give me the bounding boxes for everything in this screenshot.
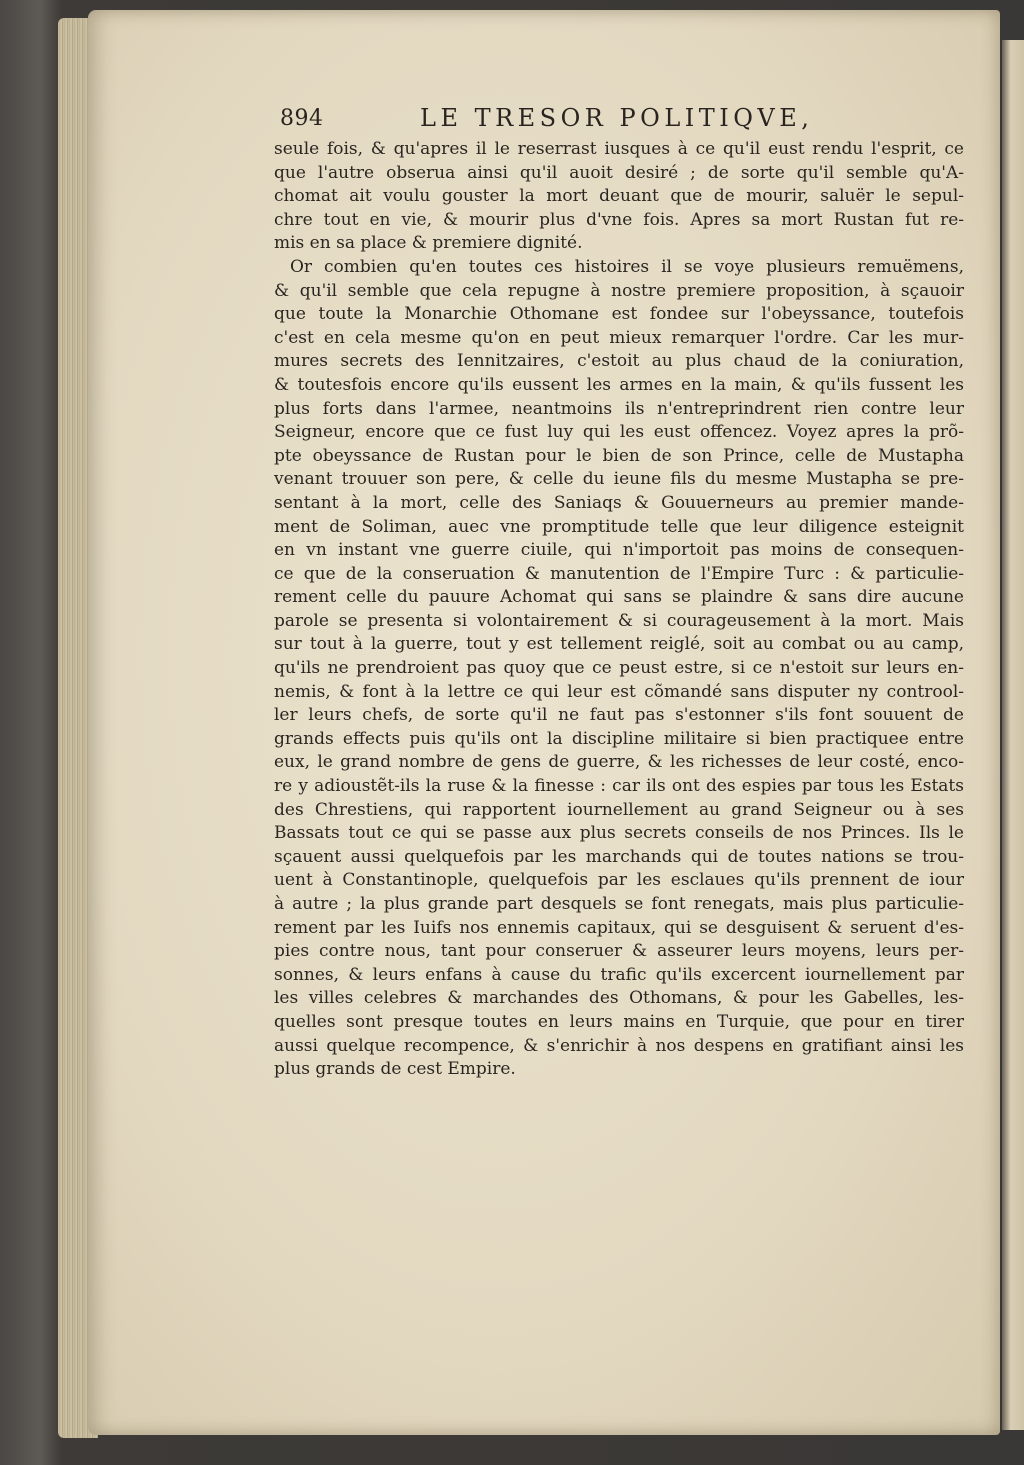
text-line: ment de Soliman, auec vne promptitude telle que leur diligence esteignit (274, 516, 964, 537)
running-title: LE TRESOR POLITIQVE, (420, 104, 814, 132)
text-line: nemis, & font à la lettre ce qui leur est cõmandé sans disputer ny controol- (274, 681, 964, 702)
text-line: uent à Constantinople, quelquefois par les esclaues qu'ils prennent de iour (274, 870, 964, 891)
text-line: sonnes, & leurs enfans à cause du trafic qu'ils excercent iournellement par (274, 964, 964, 985)
text-line: les villes celebres & marchandes des Othomans, & pour les Gabelles, les- (274, 988, 964, 1009)
page-number: 894 (280, 106, 324, 131)
text-line: pte obeyssance de Rustan pour le bien de son Prince, celle de Mustapha (274, 445, 964, 466)
text-line: ce que de la conseruation & manutention de l'Empire Turc : & particulie- (274, 563, 964, 584)
text-line: plus forts dans l'armee, neantmoins ils n'entreprindrent rien contre leur (274, 398, 964, 419)
text-line: grands effects puis qu'ils ont la discipline militaire si bien practiquee entre (274, 728, 964, 749)
text-line: mures secrets des Iennitzaires, c'estoit au plus chaud de la coniuration, (274, 351, 964, 372)
text-line: rement celle du pauure Achomat qui sans se plaindre & sans dire aucune (274, 587, 964, 608)
text-line: Bassats tout ce qui se passe aux plus secrets conseils de nos Princes. Ils le (274, 823, 964, 844)
text-line: des Chrestiens, qui rapportent iournellement au grand Seigneur ou à ses (274, 799, 964, 820)
text-line: chomat ait voulu gouster la mort deuant que de mourir, saluër le sepul- (274, 186, 964, 207)
text-line: chre tout en vie, & mourir plus d'vne fois. Apres sa mort Rustan fut re- (274, 209, 964, 230)
body-text (274, 138, 964, 1082)
text-line: que toute la Monarchie Othomane est fondee sur l'obeyssance, toutefois (274, 304, 964, 325)
text-line: à autre ; la plus grande part desquels se font renegats, mais plus particulie- (274, 894, 964, 914)
page-header (280, 102, 840, 142)
facing-page-edge (1002, 40, 1024, 1430)
text-line: plus grands de cest Empire. (274, 1059, 516, 1080)
text-line: c'est en cela mesme qu'on en peut mieux remarquer l'ordre. Car les mur- (274, 327, 964, 348)
text-line: rement par les Iuifs nos ennemis capitaux, qui se desguisent & seruent d'es- (274, 917, 964, 938)
text-line: quelles sont presque toutes en leurs mains en Turquie, que pour en tirer (274, 1011, 964, 1032)
text-line: ler leurs chefs, de sorte qu'il ne faut pas s'estonner s'ils font souuent de (274, 705, 964, 726)
text-line: sçauent aussi quelquefois par les marchands qui de toutes nations se trou- (274, 846, 964, 867)
text-line: & toutesfois encore qu'ils eussent les armes en la main, & qu'ils fussent les (274, 374, 964, 395)
text-line: seule fois, & qu'apres il le reserrast iusques à ce qu'il eust rendu l'esprit, ce (274, 139, 964, 159)
text-line: venant trouuer son pere, & celle du ieune fils du mesme Mustapha se pre- (274, 469, 964, 490)
text-line: que l'autre obserua ainsi qu'il auoit desiré ; de sorte qu'il semble qu'A- (274, 162, 964, 183)
text-line: pies contre nous, tant pour conseruer & asseurer leurs moyens, leurs per- (274, 941, 964, 962)
text-line: & qu'il semble que cela repugne à nostre premiere proposition, à sçauoir (274, 280, 964, 301)
text-line: mis en sa place & premiere dignité. (274, 233, 583, 254)
text-line: en vn instant vne guerre ciuile, qui n'importoit pas moins de consequen- (274, 540, 964, 561)
text-line: qu'ils ne prendroient pas quoy que ce peust estre, si ce n'estoit sur leurs en- (274, 658, 964, 679)
text-line: sentant à la mort, celle des Saniaqs & Gouuerneurs au premier mande- (274, 492, 964, 513)
text-line: aussi quelque recompence, & s'enrichir à nos despens en gratifiant ainsi les (274, 1035, 964, 1056)
text-line: sur tout à la guerre, tout y est tellement reiglé, soit au combat ou au camp, (274, 634, 964, 655)
text-line: re y adioustẽt-ils la ruse & la finesse : car ils ont des espies par tous les Estats (274, 776, 964, 797)
text-line: parole se presenta si volontairement & si courageusement à la mort. Mais (274, 610, 964, 631)
text-line: Or combien qu'en toutes ces histoires il se voye plusieurs remuëmens, (290, 256, 964, 277)
text-line: Seigneur, encore que ce fust luy qui les eust offencez. Voyez apres la prõ- (274, 422, 964, 443)
text-line: eux, le grand nombre de gens de guerre, & les richesses de leur costé, enco- (274, 752, 964, 773)
